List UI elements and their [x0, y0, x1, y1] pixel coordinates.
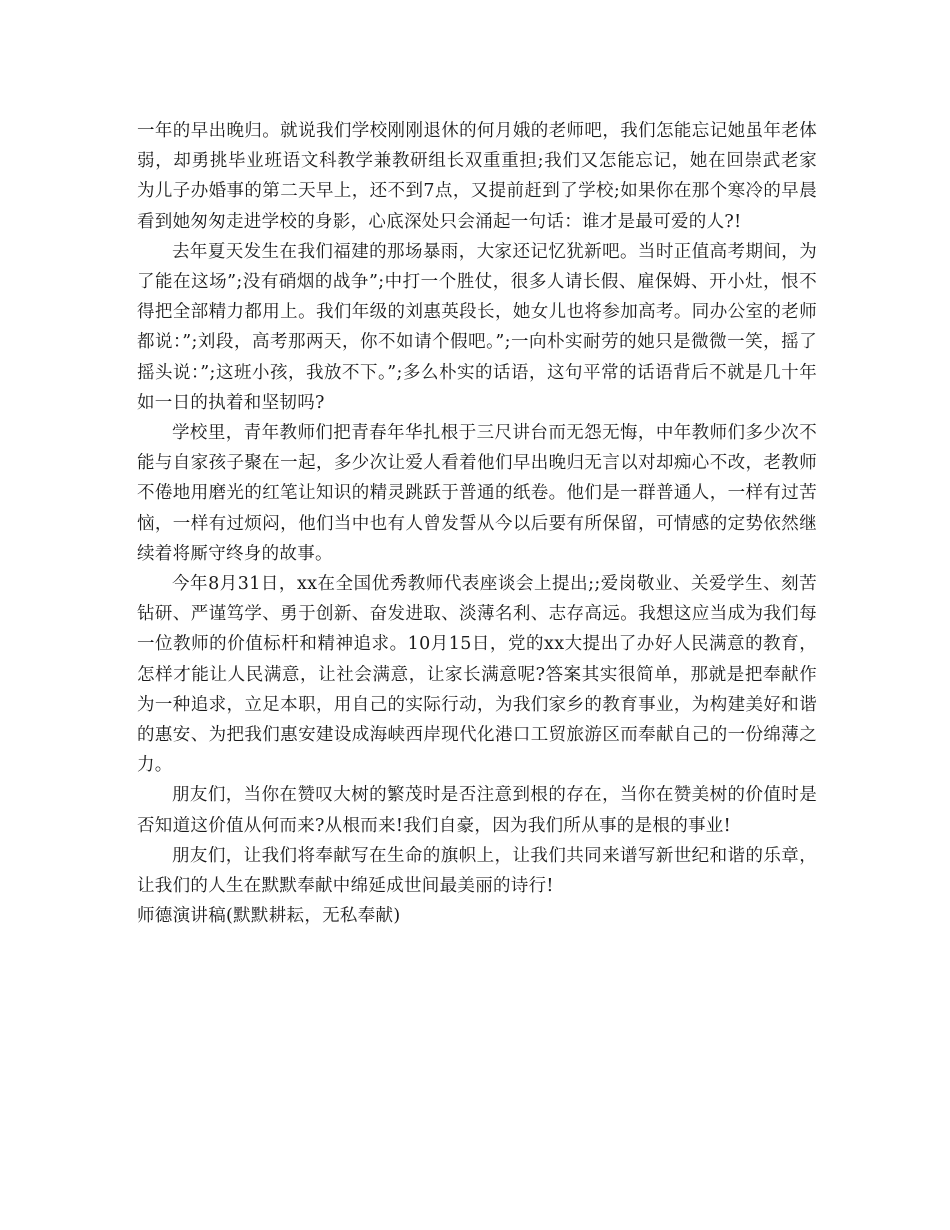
paragraph-6: 朋友们，让我们将奉献写在生命的旗帜上，让我们共同来谱写新世纪和谐的乐章，让我们的人生在默默奉献中绵延成世间最美丽的诗行! [137, 845, 817, 897]
document-body [137, 116, 817, 931]
paragraph-1: 一年的早出晚归。就说我们学校刚刚退休的何月娥的老师吧，我们怎能忘记她虽年老体弱，却勇挑毕业班语文科教学兼教研组长双重重担;我们又怎能忘记，她在回崇武老家为儿子办婚事的第二天早上，还不到7点，又提前赶到了学校;如果你在那个寒冷的早晨看到她匆匆走进学校的身影，心底深处只会涌起一句话：谁才是最可爱的人?! [137, 121, 817, 232]
section-heading: 师德演讲稿(默默耕耘，无私奉献) [137, 906, 401, 927]
paragraph-2: 去年夏天发生在我们福建的那场暴雨，大家还记忆犹新吧。当时正值高考期间，为了能在这场”;没有硝烟的战争”;中打一个胜仗，很多人请长假、雇保姆、开小灶，恨不得把全部精力都用上。我们年级的刘惠英段长，她女儿也将参加高考。同办公室的老师都说：”;刘段，高考那两天，你不如请个假吧。”;一向朴实耐劳的她只是微微一笑，摇了摇头说：”;这班小孩，我放不下。”;多么朴实的话语，这句平常的话语背后不就是几十年如一日的执着和坚韧吗? [137, 241, 817, 413]
paragraph-4: 今年8月31日，xx在全国优秀教师代表座谈会上提出;;爱岗敬业、关爱学生、刻苦钻研、严谨笃学、勇于创新、奋发进取、淡薄名利、志存高远。我想这应当成为我们每一位教师的价值标杆和精神追求。10月15日，党的xx大提出了办好人民满意的教育，怎样才能让人民满意，让社会满意，让家长满意呢?答案其实很简单，那就是把奉献作为一种追求，立足本职，用自己的实际行动，为我们家乡的教育事业，为构建美好和谐的惠安、为把我们惠安建设成海峡西岸现代化港口工贸旅游区而奉献自己的一份绵薄之力。 [137, 574, 817, 776]
paragraph-5: 朋友们，当你在赞叹大树的繁茂时是否注意到根的存在，当你在赞美树的价值时是否知道这价值从何而来?从根而来!我们自豪，因为我们所从事的是根的事业! [137, 785, 817, 836]
paragraph-3: 学校里，青年教师们把青春年华扎根于三尺讲台而无怨无悔，中年教师们多少次不能与自家孩子聚在一起，多少次让爱人看着他们早出晚归无言以对却痴心不改，老教师不倦地用磨光的红笔让知识的精灵跳跃于普通的纸卷。他们是一群普通人，一样有过苦恼，一样有过烦闷，他们当中也有人曾发誓从今以后要有所保留，可情感的定势依然继续着将厮守终身的故事。 [137, 423, 817, 564]
